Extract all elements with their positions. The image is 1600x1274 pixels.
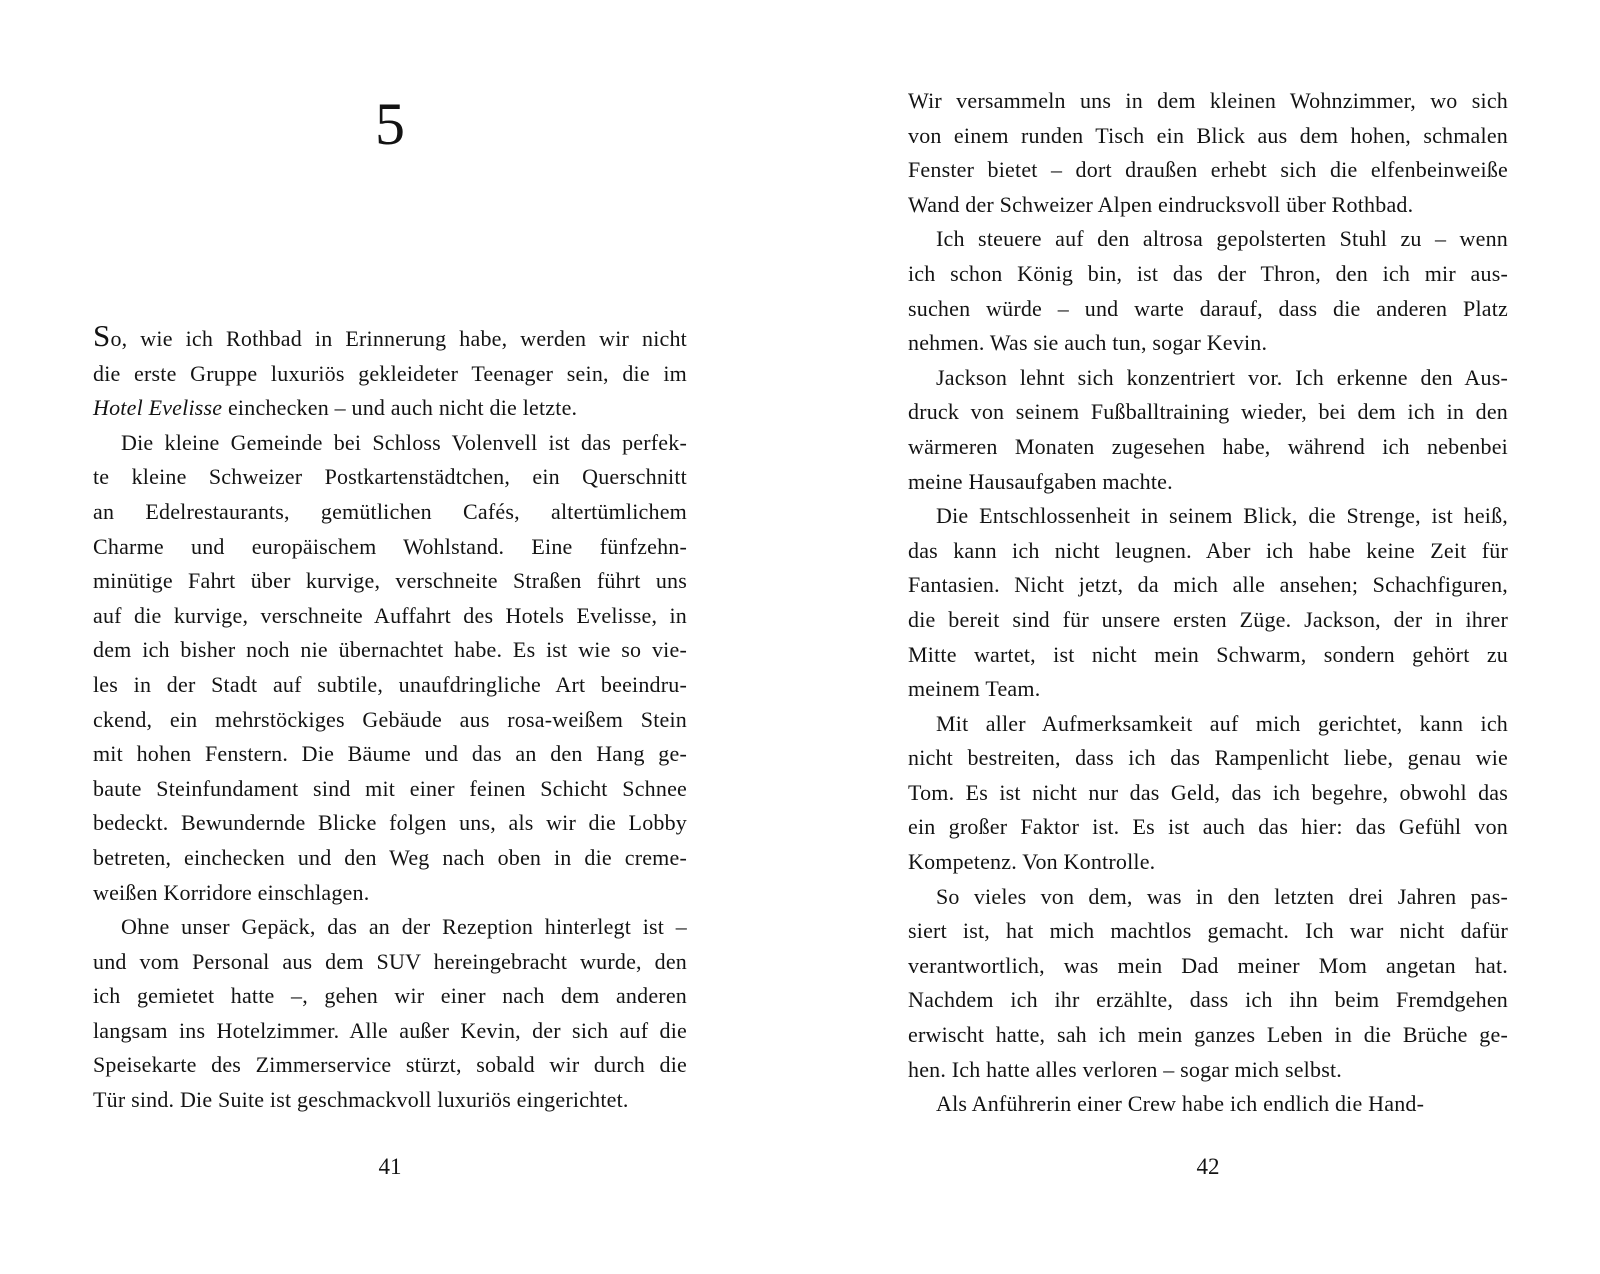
text-line: Charme und europäischem Wohlstand. Eine fünfzehn- [93,533,687,559]
text-line: druck von seinem Fußballtraining wieder, bei dem ich in den [908,399,1508,425]
text-line: Ohne unser Gepäck, das an der Rezeption hinterlegt ist – [121,914,687,940]
right-page [908,0,1508,1274]
paragraph-list [93,426,687,1118]
text-line: meine Hausaufgaben machte. [908,468,1173,494]
paragraph [93,320,687,426]
paragraph [908,499,1508,707]
paragraph [908,84,1508,222]
text-line: Mit aller Aufmerksamkeit auf mich gerichtet, kann ich [936,710,1508,736]
text-line: die bereit sind für unsere ersten Züge. Jackson, der in ihrer [908,606,1508,632]
text-line: meinem Team. [908,676,1041,702]
paragraph [908,880,1508,1088]
left-page [93,0,687,1274]
text-line: bedeckt. Bewundernde Blicke folgen uns, als wir die Lobby [93,810,687,836]
text-line: das kann ich nicht leugnen. Aber ich habe keine Zeit für [908,537,1508,563]
text-line: Kompetenz. Von Kontrolle. [908,849,1156,875]
text-line: Ich steuere auf den altrosa gepolsterten Stuhl zu – wenn [936,226,1508,252]
text-line: Wand der Schweizer Alpen eindrucksvoll über Rothbad. [908,191,1414,217]
text-line: siert ist, hat mich machtlos gemacht. Ich war nicht dafür [908,918,1508,944]
text-line: die erste Gruppe luxuriös gekleideter Teenager sein, die im [93,360,687,386]
paragraph [93,910,687,1118]
text-line [93,391,687,426]
text-line [93,320,687,357]
text-line: Wir versammeln uns in dem kleinen Wohnzimmer, wo sich [908,88,1508,113]
paragraph-list [908,84,1508,1122]
text-line: nicht bestreiten, dass ich das Rampenlicht liebe, genau wie [908,745,1508,771]
opening-initial: S [93,318,111,353]
page-number-left: 41 [378,1154,402,1179]
paragraph [908,222,1508,360]
opening-line1-text: o, wie ich Rothbad in Erinnerung habe, werden wir nicht [110,326,687,351]
text-line: minütige Fahrt über kurvige, verschneite Straßen führt uns [93,568,687,594]
text-line: hen. Ich hatte alles verloren – sogar mich selbst. [908,1056,1342,1082]
text-line: ich gemietet hatte –, gehen wir einer nach dem anderen [93,983,687,1009]
text-line: weißen Korridore einschlagen. [93,879,370,905]
right-page-body [908,84,1508,1122]
paragraph [908,361,1508,499]
text-line: Speisekarte des Zimmerservice stürzt, sobald wir durch die [93,1052,687,1078]
text-line: auf die kurvige, verschneite Auffahrt des Hotels Evelisse, in [93,602,687,628]
text-line: erwischt hatte, sah ich mein ganzes Leben in die Brüche ge- [908,1022,1508,1048]
text-line: suchen würde – und warte darauf, dass die anderen Platz [908,295,1508,321]
text-line: verantwortlich, was mein Dad meiner Mom angetan hat. [908,952,1508,978]
paragraph [908,1087,1508,1122]
text-line: Tür sind. Die Suite ist geschmackvoll luxuriös eingerichtet. [93,1087,629,1113]
text-line: baute Steinfundament sind mit einer feinen Schicht Schnee [93,775,687,801]
chapter-number: 5 [375,91,405,157]
text-line: an Edelrestaurants, gemütlichen Cafés, altertümlichem [93,498,687,524]
opening-line3-text: einchecken – und auch nicht die letzte. [222,395,578,421]
paragraph [93,426,687,910]
text-line: nehmen. Was sie auch tun, sogar Kevin. [908,330,1268,356]
text-line: wärmeren Monaten zugesehen habe, während ich nebenbei [908,433,1508,459]
text-line: langsam ins Hotelzimmer. Alle außer Kevin, der sich auf die [93,1017,687,1043]
text-line: Nachdem ich ihr erzählte, dass ich ihn beim Fremdgehen [908,987,1508,1013]
hotel-name-italic: Hotel Evelisse [93,395,223,421]
paragraph [908,707,1508,880]
text-line: ein großer Faktor ist. Es ist auch das hier: das Gefühl von [908,814,1508,840]
text-line: te kleine Schweizer Postkartenstädtchen, ein Querschnitt [93,464,687,490]
text-line: und vom Personal aus dem SUV hereingebracht wurde, den [93,948,687,974]
text-line: von einem runden Tisch ein Blick aus dem hohen, schmalen [908,122,1508,148]
text-line: Jackson lehnt sich konzentriert vor. Ich erkenne den Aus- [936,364,1508,390]
text-line: ckend, ein mehrstöckiges Gebäude aus rosa-weißem Stein [93,706,687,732]
left-page-body [93,320,687,1118]
text-line: les in der Stadt auf subtile, unaufdringliche Art beeindru- [93,671,687,697]
page-number-right: 42 [1196,1154,1220,1179]
text-line: So vieles von dem, was in den letzten drei Jahren pas- [936,883,1508,909]
text-line: Die Entschlossenheit in seinem Blick, die Strenge, ist heiß, [936,503,1508,529]
text-line: ich schon König bin, ist das der Thron, den ich mir aus- [908,260,1508,286]
text-line: Mitte wartet, ist nicht mein Schwarm, sondern gehört zu [908,641,1508,667]
text-line: Fantasien. Nicht jetzt, da mich alle ansehen; Schachfiguren, [908,572,1508,598]
text-line: betreten, einchecken und den Weg nach oben in die creme- [93,844,687,870]
text-line: Fenster bietet – dort draußen erhebt sich die elfenbeinweiße [908,157,1508,183]
text-line: Die kleine Gemeinde bei Schloss Volenvell ist das perfek- [121,429,687,455]
text-line: Tom. Es ist nicht nur das Geld, das ich begehre, obwohl das [908,779,1508,805]
text-line: mit hohen Fenstern. Die Bäume und das an den Hang ge- [93,741,687,767]
text-line: dem ich bisher noch nie übernachtet habe. Es ist wie so vie- [93,637,687,663]
text-line: Als Anführerin einer Crew habe ich endlich die Hand- [936,1091,1425,1117]
